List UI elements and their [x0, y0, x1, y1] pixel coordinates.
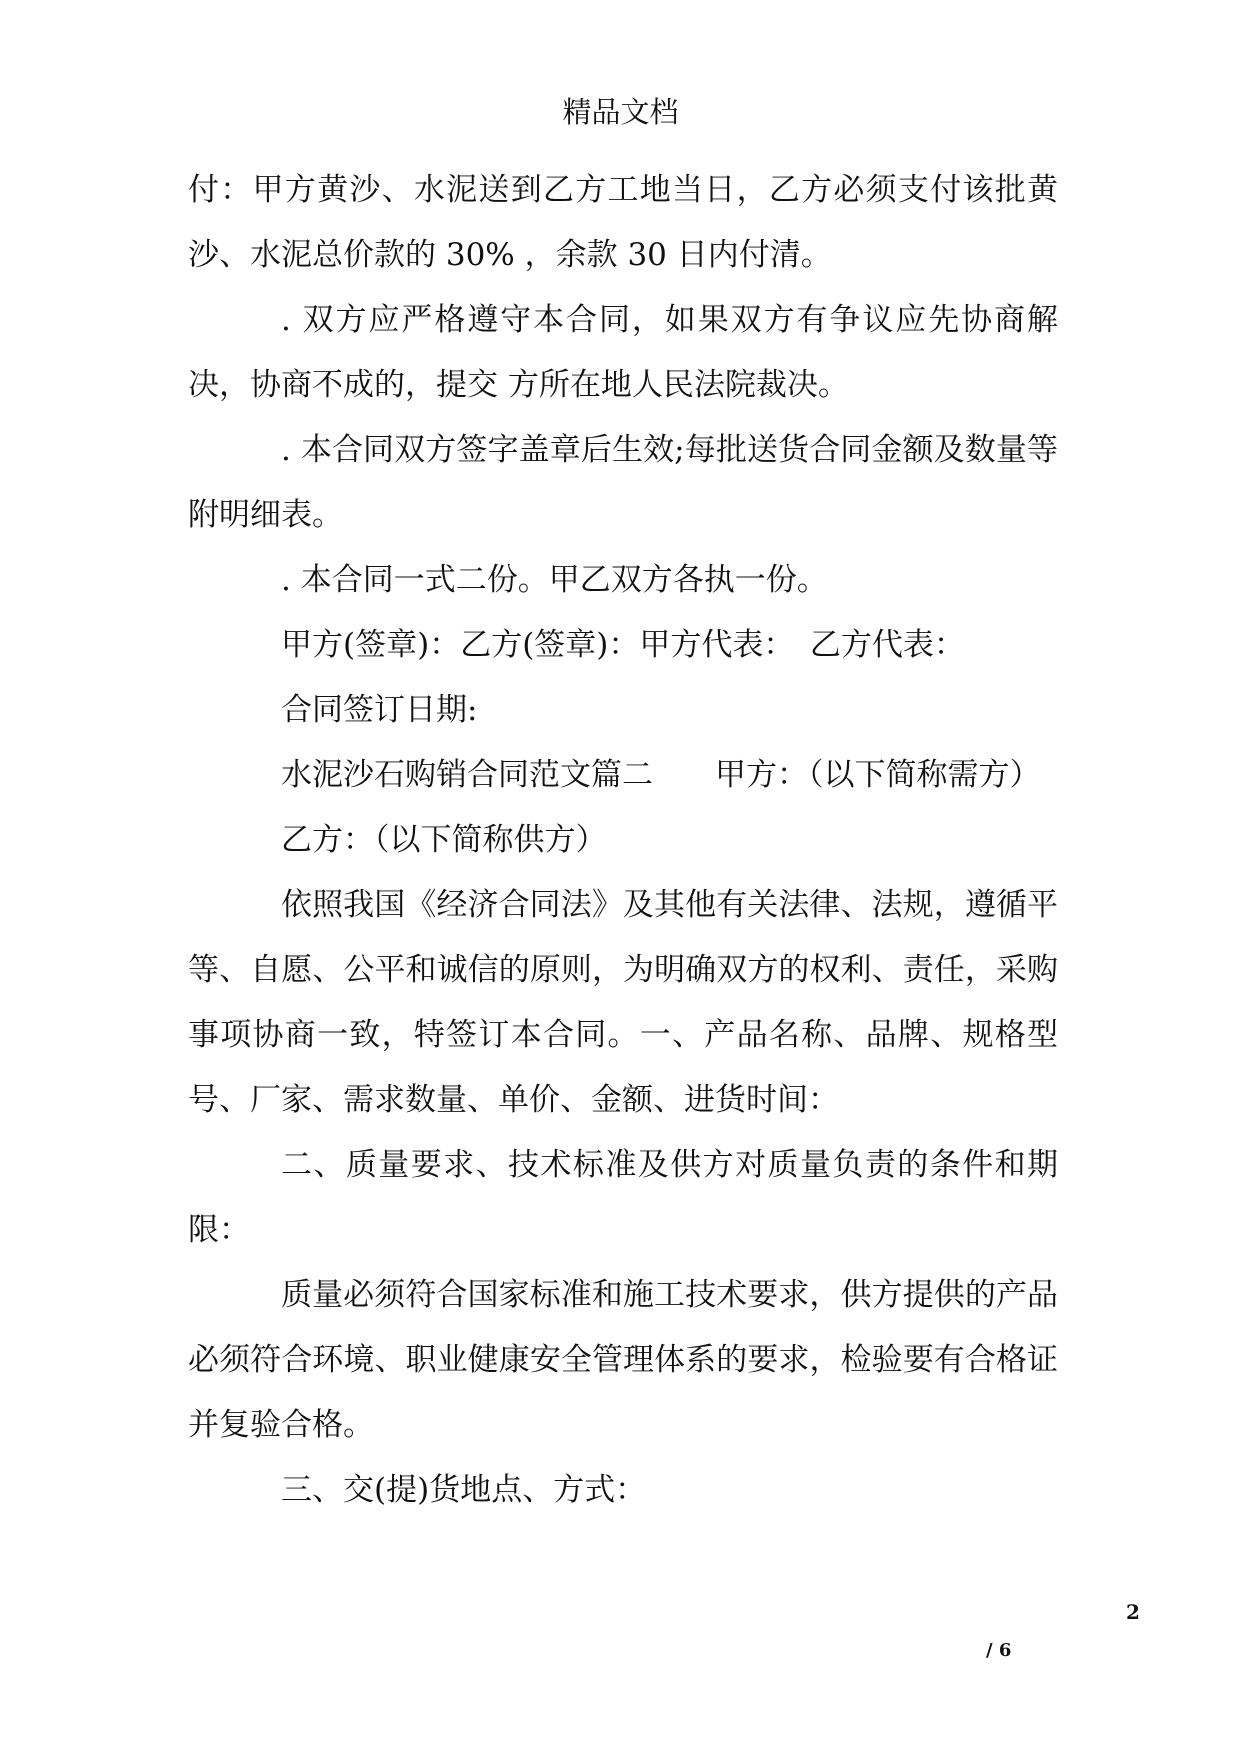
paragraph-signatures: 甲方(签章)：乙方(签章)：甲方代表： 乙方代表： — [281, 627, 965, 663]
paragraph-payment-terms: 付：甲方黄沙、水泥送到乙方工地当日，乙方必须支付该批黄沙、水泥总价款的 30% ，余款 30 日内付清。 — [188, 172, 1058, 273]
page-number: 2 — [1126, 1600, 1140, 1624]
paragraph-quality-heading: 二、质量要求、技术标准及供方对质量负责的条件和期限： — [188, 1147, 1058, 1248]
paragraph-party-b: 乙方：（以下简称供方） — [281, 822, 607, 858]
paragraph-preamble: 依照我国《经济合同法》及其他有关法律、法规，遵循平等、自愿、公平和诚信的原则，为明确双方的权利、责任，采购事项协商一致，特签订本合同。一、产品名称、品牌、规格型号、厂家、需求数量、单价、金额、进货时间： — [188, 887, 1058, 1118]
paragraph-contract-two-party-a: 水泥沙石购销合同范文篇二 甲方：（以下简称需方） — [281, 757, 1041, 793]
paragraph-copies-clause: . 本合同一式二份。甲乙双方各执一份。 — [281, 562, 828, 598]
paragraph-dispute-resolution: . 双方应严格遵守本合同，如果双方有争议应先协商解决，协商不成的，提交 方所在地人民法院裁决。 — [188, 302, 1058, 403]
paragraph-sign-date: 合同签订日期: — [281, 692, 478, 728]
page-header-title: 精品文档 — [562, 95, 679, 129]
page-total: / 6 — [986, 1640, 1012, 1661]
paragraph-quality-requirements: 质量必须符合国家标准和施工技术要求，供方提供的产品必须符合环境、职业健康安全管理体系的要求，检验要有合格证并复验合格。 — [188, 1277, 1058, 1443]
paragraph-delivery-heading: 三、交(提)货地点、方式： — [281, 1472, 647, 1508]
document-body — [188, 158, 1058, 1523]
paragraph-effective-clause: . 本合同双方签字盖章后生效;每批送货合同金额及数量等附明细表。 — [188, 432, 1058, 533]
